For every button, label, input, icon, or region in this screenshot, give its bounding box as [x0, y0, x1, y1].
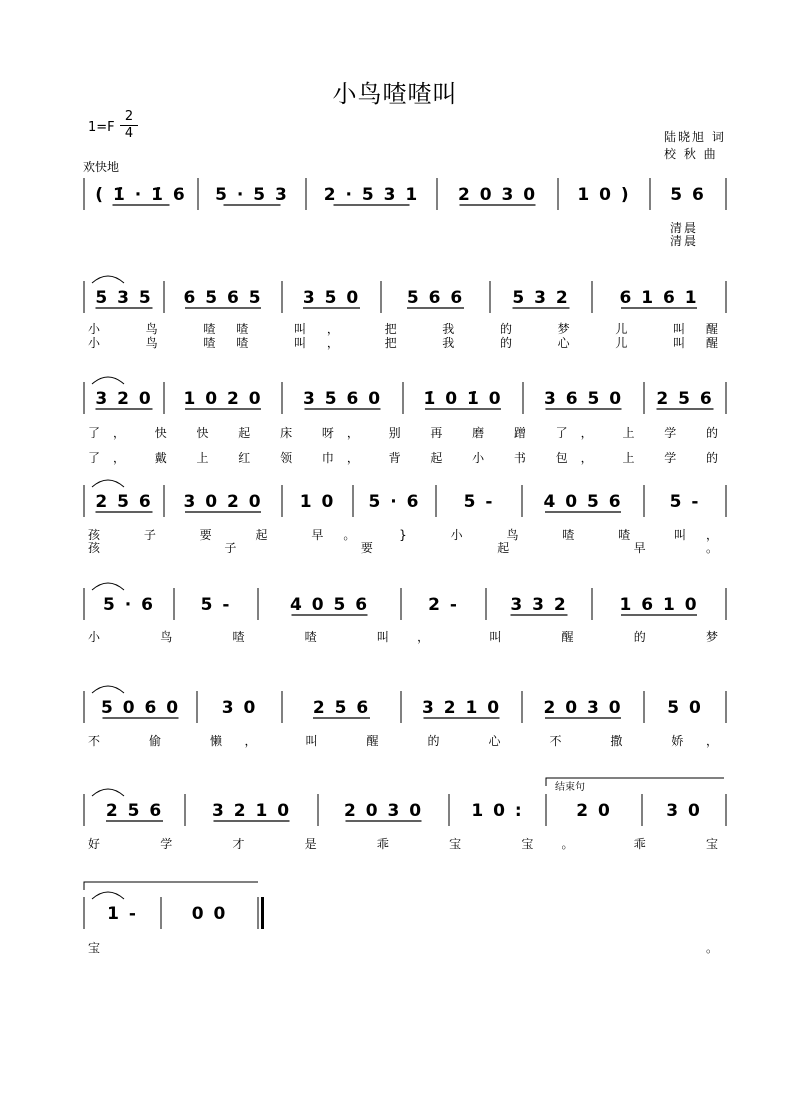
slur [92, 377, 124, 384]
measure-notes: 5 - [463, 492, 495, 512]
measure-notes: 3 2 1 0 [211, 801, 292, 821]
slur [92, 480, 124, 487]
measure-notes: 5 3 5 [95, 288, 153, 308]
measure-notes: 2 0 [576, 801, 612, 821]
slur [92, 276, 124, 283]
lyric-line: 清晨 [670, 234, 699, 248]
ending-label: 结束句 [555, 782, 585, 793]
measure-notes: 2 5 6 [312, 698, 371, 718]
lyric-line: 小 鸟 喳喳 叫， 把 我 的 梦 儿 叫醒 [88, 322, 719, 336]
measure-notes: 5 · 6 [368, 492, 421, 512]
measure-notes: 3 5 6 0 [302, 389, 383, 409]
measure-notes: 2 0 3 0 [343, 801, 424, 821]
slur [92, 892, 124, 899]
measure-notes: 3 2 0 [95, 389, 153, 409]
lyric-line: 好 学 才 是 乖 宝 宝。 乖 宝 [88, 837, 718, 851]
measure-notes: 1 - [107, 904, 138, 924]
measure-notes: 5 3 2 [512, 288, 570, 308]
lyricist-credit: 陆晓旭 词 [664, 130, 726, 144]
final-barline [261, 897, 264, 929]
measure-notes: 5 0 6 0 [100, 698, 181, 718]
composer-credit: 校 秋 曲 [664, 147, 718, 161]
slur [92, 583, 124, 590]
measure-notes: 1 0 ) [577, 185, 631, 205]
slur [92, 686, 124, 693]
lyric-line: 孩 子 要 起 早。 } 小 鸟 喳 喳 叫， [88, 528, 718, 542]
lyric-line: 小 鸟 喳 喳 叫， 叫 醒 的 梦 [88, 630, 718, 644]
lyric-line: 小 鸟 喳喳 叫， 把 我 的 心 儿 叫醒 [88, 336, 719, 350]
lyric-line: 宝。 [88, 941, 718, 955]
meter-bottom: 4 [124, 126, 134, 141]
measure-notes: 5 - [669, 492, 701, 512]
measure-notes: 2 · 5 3 1 [323, 185, 420, 205]
measure-notes: 5 0 [667, 698, 703, 718]
lyric-line: 了， 快 快 起 床 呀， 别 再 磨 蹭 了， 上 学 的 [88, 426, 719, 440]
measure-notes: 1 0 2 0 [183, 389, 263, 409]
measure-notes: 2 - [428, 595, 459, 615]
measure-notes: 3 2 1 0 [421, 698, 502, 718]
measure-notes: 5 6 [670, 185, 706, 205]
measure-notes: 4 0 5 6 [289, 595, 370, 615]
measure-notes: 2 0 3 0 [457, 185, 538, 205]
measure-notes: 5 · 6 [103, 595, 155, 615]
measure-notes: 0 0 [191, 904, 228, 924]
tempo-marking: 欢快地 [83, 160, 120, 174]
measure-notes: 3 0 [221, 698, 258, 718]
measure-notes: 6 1 6 1 [619, 288, 699, 308]
measure-notes: 3 3 2 [510, 595, 568, 615]
measure-notes: ( 1̇ · 1̇ 6 [95, 185, 187, 205]
measure-notes: 2 5 6 [95, 492, 153, 512]
measure-notes: 3 5 0 [302, 288, 361, 308]
measure-notes: 1̇ 0 1̇ 0 [423, 389, 503, 409]
measure-notes: 5 6 6 [406, 288, 465, 308]
measure-notes: 5 - [200, 595, 232, 615]
measure-notes: 2 5 6 [656, 389, 714, 409]
measure-notes: 1 0 [299, 492, 336, 512]
lyric-line: 孩 子 要 起 早。 [88, 541, 719, 555]
measure-notes: 1 0 : [471, 801, 524, 821]
slur [92, 789, 124, 796]
measure-notes: 2 5 6 [105, 801, 164, 821]
lyric-line: 了， 戴 上 红 领 巾， 背 起 小 书 包， 上 学 的 [88, 451, 719, 465]
measure-notes: 2 0 3 0 [543, 698, 623, 718]
measure-notes: 3 0 [666, 801, 702, 821]
lyric-line: 清晨 [670, 221, 699, 235]
measure-notes: 5 · 5 3 [215, 185, 289, 205]
lyric-line: 不 偷 懒， 叫 醒 的 心 不 撒 娇， [88, 734, 718, 748]
measure-notes: 1 6 1 0 [619, 595, 699, 615]
meter-top: 2 [124, 109, 134, 124]
key-signature: 1=F [88, 120, 115, 135]
ending-bracket-2 [84, 882, 258, 890]
measure-notes: 4 0 5 6 [543, 492, 623, 512]
measure-notes: 3 0 2 0 [183, 492, 263, 512]
measure-notes: 6 5 6 5 [183, 288, 263, 308]
measure-notes: 3 6 5 0 [543, 389, 624, 409]
song-title: 小鸟喳喳叫 [332, 80, 458, 108]
